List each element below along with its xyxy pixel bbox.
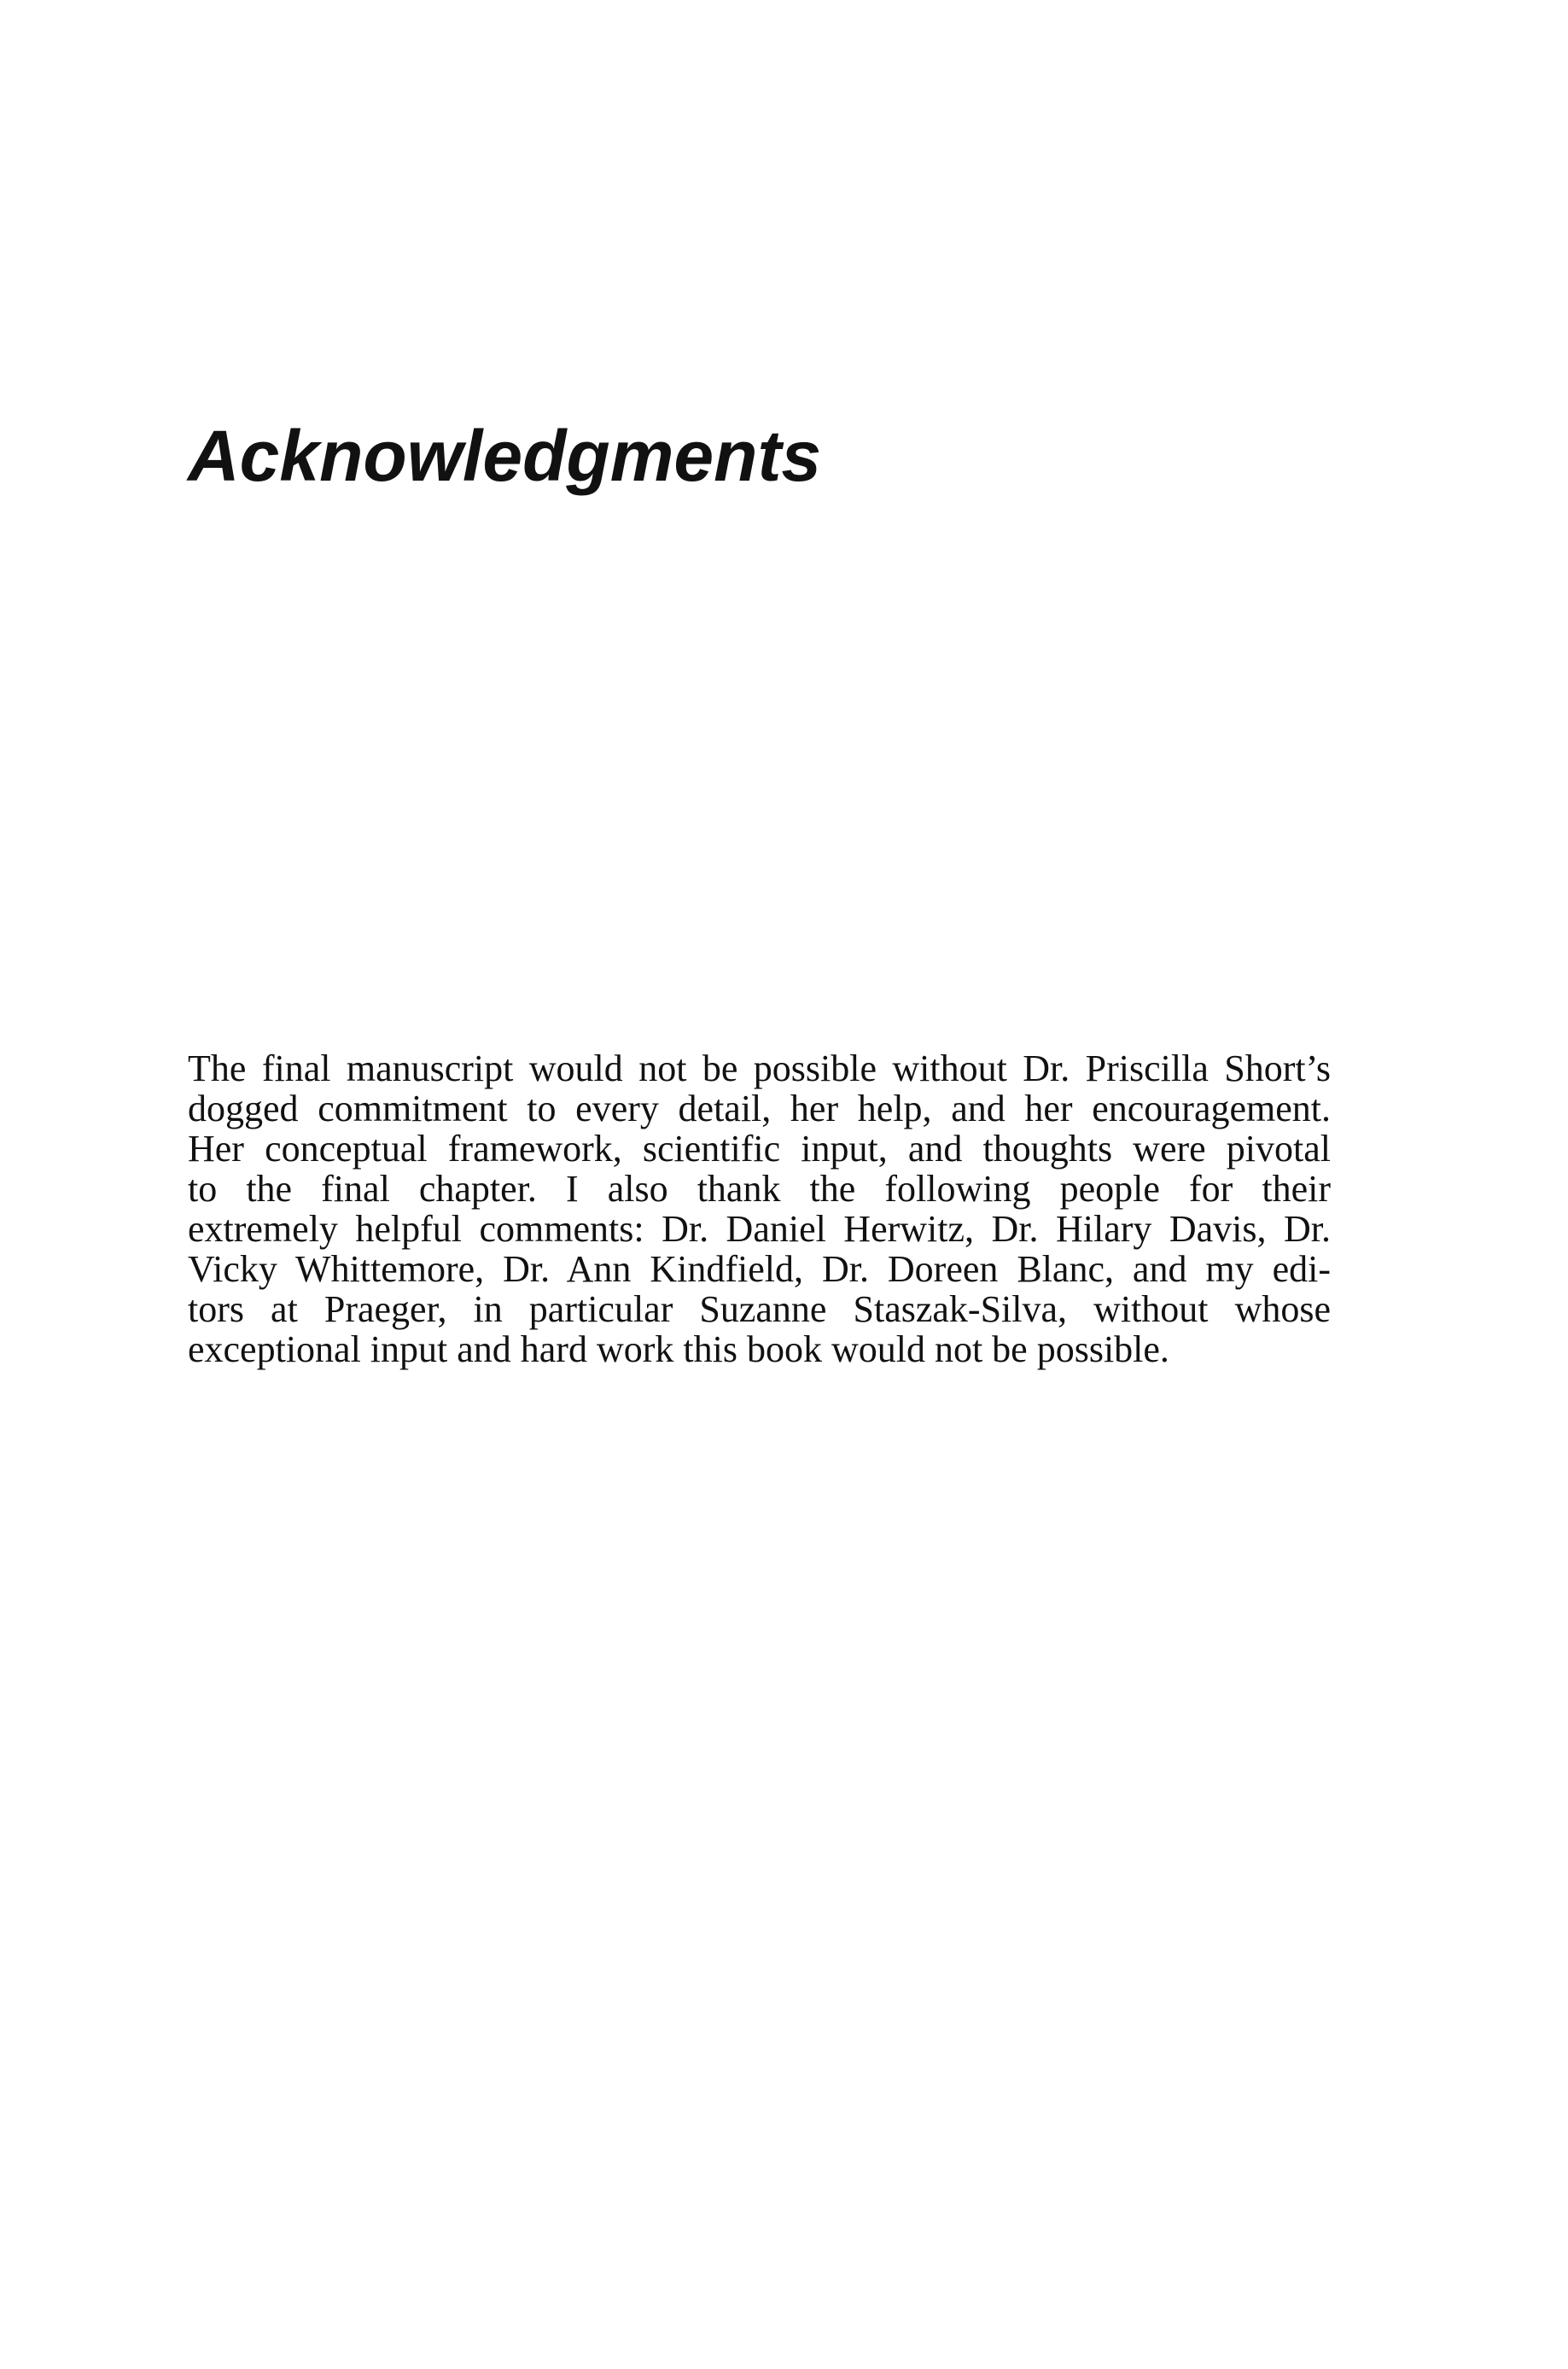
paragraph-line: to the final chapter. I also thank the following people for their bbox=[188, 1168, 1331, 1210]
paragraph-line: extremely helpful comments: Dr. Daniel Herwitz, Dr. Hilary Davis, Dr. bbox=[188, 1208, 1331, 1250]
acknowledgments-paragraph bbox=[188, 1048, 1331, 1369]
paragraph-line: tors at Praeger, in particular Suzanne Staszak-Silva, without whose bbox=[188, 1288, 1331, 1330]
chapter-title: Acknowledgments bbox=[188, 416, 822, 496]
paragraph-line: exceptional input and hard work this book would not be possible. bbox=[188, 1328, 1169, 1370]
paragraph-line: Her conceptual framework, scientific input, and thoughts were pivotal bbox=[188, 1128, 1331, 1170]
paragraph-line: The final manuscript would not be possible without Dr. Priscilla Short’s bbox=[188, 1047, 1331, 1089]
paragraph-line: dogged commitment to every detail, her help, and her encouragement. bbox=[188, 1088, 1331, 1129]
paragraph-line: Vicky Whittemore, Dr. Ann Kindfield, Dr. Doreen Blanc, and my edi- bbox=[188, 1248, 1331, 1290]
